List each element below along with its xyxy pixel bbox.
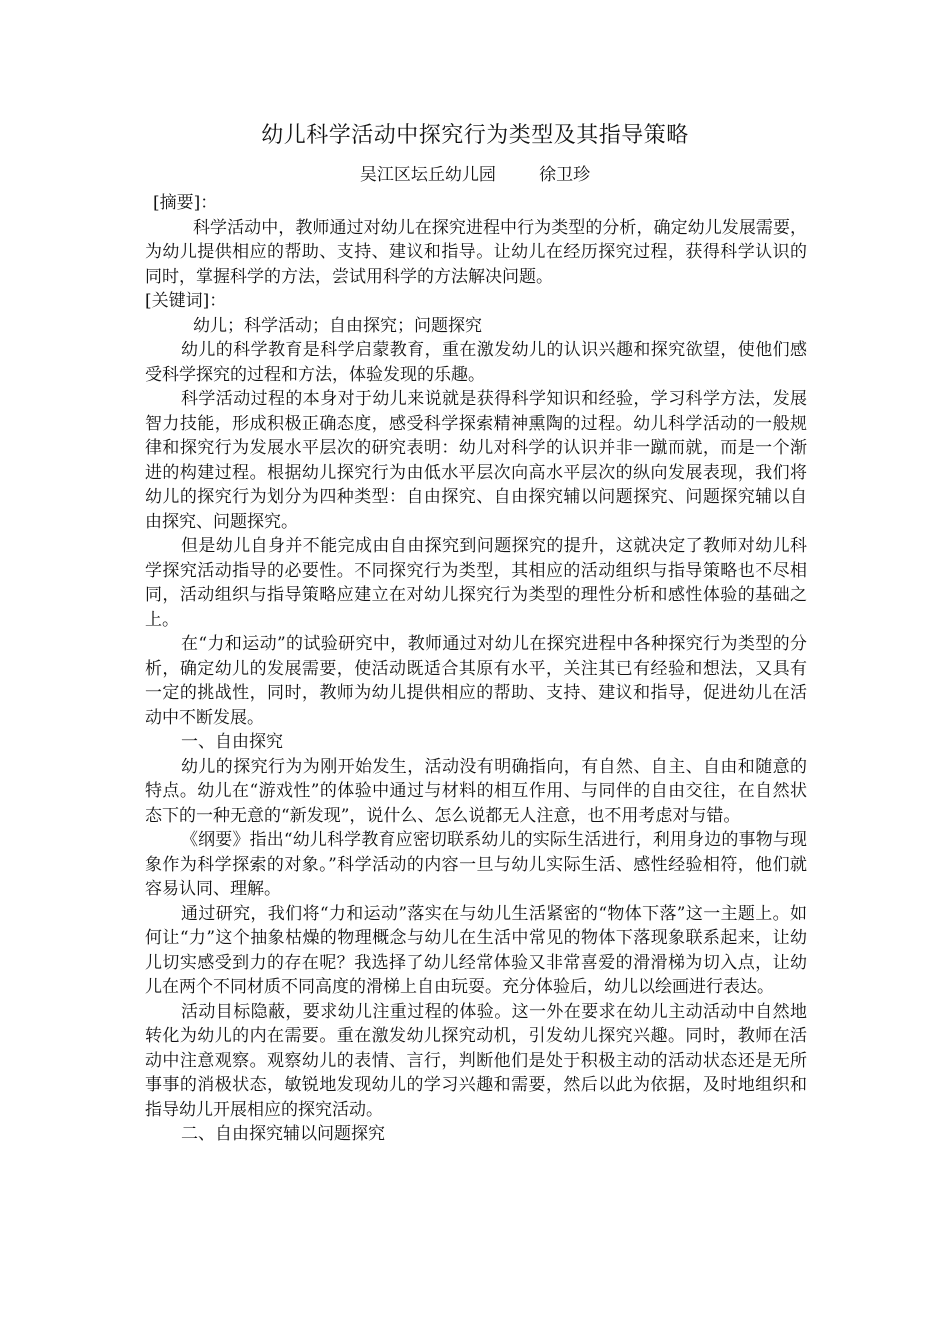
keywords-text: 幼儿；科学活动；自由探究；问题探究 xyxy=(193,315,482,336)
keywords-label: [关键词]： xyxy=(145,291,227,311)
paragraph: 幼儿的科学教育是科学启蒙教育，重在激发幼儿的认识兴趣和探究欲望，使他们感受科学探究的过程和方法，体验发现的乐趣。 xyxy=(145,340,807,385)
paragraph: 通过研究，我们将“力和运动”落实在与幼儿生活紧密的“物体下落”这一主题上。如何让“力”这个抽象枯燥的物理概念与幼儿在生活中常见的物体下落现象联系起来，让幼儿切实感受到力的存在呢？我选择了幼儿经常体验又非常喜爱的滑滑梯为切入点，让幼儿在两个不同材质不同高度的滑梯上自由玩耍。充分体验后，幼儿以绘画进行表达。 xyxy=(145,903,807,997)
document-title: 幼儿科学活动中探究行为类型及其指导策略 xyxy=(261,123,689,148)
author-line: 吴江区坛丘幼儿园 徐卫珍 xyxy=(359,165,591,185)
paragraph: 科学活动过程的本身对于幼儿来说就是获得科学知识和经验，学习科学方法，发展智力技能，形成积极正确态度，感受科学探索精神熏陶的过程。幼儿科学活动的一般规律和探究行为发展水平层次的研究表明：幼儿对科学的认识并非一蹴而就，而是一个渐进的构建过程。根据幼儿探究行为由低水平层次向高水平层次的纵向发展表现，我们将幼儿的探究行为划分为四种类型：自由探究、自由探究辅以问题探究、问题探究辅以自由探究、问题探究。 xyxy=(145,389,807,532)
abstract-text: 科学活动中，教师通过对幼儿在探究进程中行为类型的分析，确定幼儿发展需要，为幼儿提供相应的帮助、支持、建议和指导。让幼儿在经历探究过程，获得科学认识的同时，掌握科学的方法，尝试用科学的方法解决问题。 xyxy=(145,217,807,287)
abstract-label: [摘要]： xyxy=(153,193,218,213)
paragraph: 在“力和运动”的试验研究中，教师通过对幼儿在探究进程中各种探究行为类型的分析，确定幼儿的发展需要，使活动既适合其原有水平，关注其已有经验和想法，又具有一定的挑战性，同时，教师为幼儿提供相应的帮助、支持、建议和指导，促进幼儿在活动中不断发展。 xyxy=(145,634,807,728)
paragraph: 《纲要》指出“幼儿科学教育应密切联系幼儿的实际生活进行，利用身边的事物与现象作为科学探索的对象。”科学活动的内容一旦与幼儿实际生活、感性经验相符，他们就容易认同、理解。 xyxy=(145,830,807,899)
document-body xyxy=(145,191,807,1147)
section-heading: 二、自由探究辅以问题探究 xyxy=(181,1124,385,1144)
paragraph: 但是幼儿自身并不能完成由自由探究到问题探究的提升，这就决定了教师对幼儿科学探究活动指导的必要性。不同探究行为类型，其相应的活动组织与指导策略也不尽相同，活动组织与指导策略应建立在对幼儿探究行为类型的理性分析和感性体验的基础之上。 xyxy=(145,536,807,630)
section-heading: 一、自由探究 xyxy=(181,732,283,752)
paragraph: 活动目标隐蔽，要求幼儿注重过程的体验。这一外在要求在幼儿主动活动中自然地转化为幼儿的内在需要。重在激发幼儿探究动机，引发幼儿探究兴趣。同时，教师在活动中注意观察。观察幼儿的表情、言行，判断他们是处于积极主动的活动状态还是无所事事的消极状态，敏锐地发现幼儿的学习兴趣和需要，然后以此为依据，及时地组织和指导幼儿开展相应的探究活动。 xyxy=(145,1001,807,1120)
paragraph: 幼儿的探究行为为刚开始发生，活动没有明确指向，有自然、自主、自由和随意的特点。幼儿在“游戏性”的体验中通过与材料的相互作用、与同伴的自由交往，在自然状态下的一种无意的“新发现”，说什么、怎么说都无人注意，也不用考虑对与错。 xyxy=(145,756,807,826)
